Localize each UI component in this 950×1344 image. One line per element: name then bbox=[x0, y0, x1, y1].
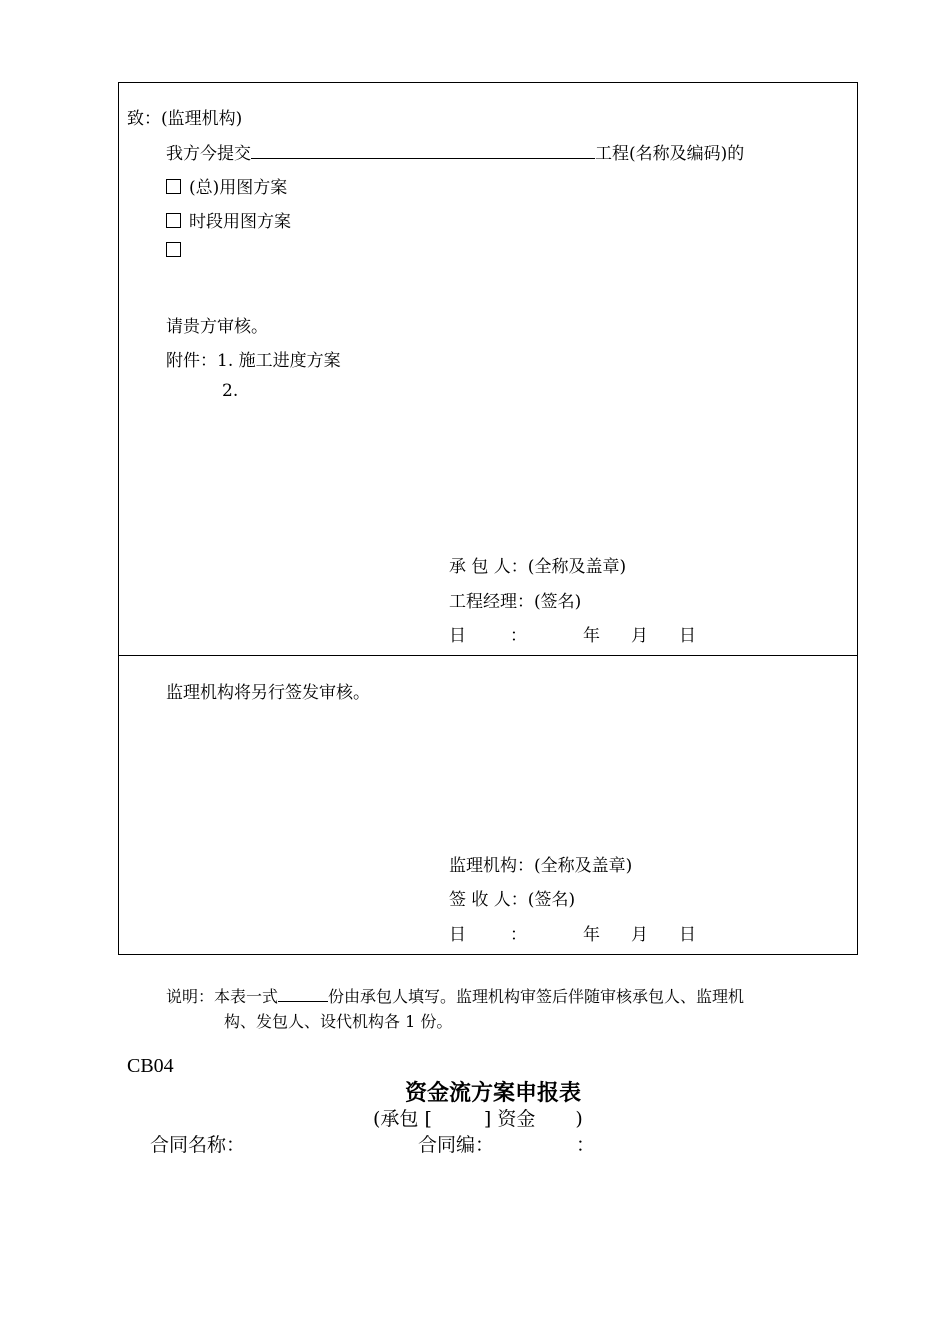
checkbox[interactable] bbox=[166, 242, 181, 257]
submit-suffix: 工程(名称及编码)的 bbox=[595, 144, 745, 164]
option-label: 时段用图方案 bbox=[189, 212, 291, 232]
contract-name-label: 合同名称： bbox=[150, 1134, 246, 1156]
receiver-sign: 签 收 人：(签名) bbox=[449, 890, 576, 910]
note-line-1: 说明：本表一式 份由承包人填写。监理机构审签后伴随审核承包人、监理机 bbox=[166, 987, 745, 1006]
checkbox[interactable] bbox=[166, 179, 181, 194]
date-line: 日 ： 年 月 日 bbox=[449, 626, 696, 646]
option-label: (总)用图方案 bbox=[189, 178, 288, 198]
attachment-item: 2. bbox=[222, 381, 239, 401]
attachment-item: 1. 施工进度方案 bbox=[217, 351, 341, 371]
manager-sign: 工程经理：(签名) bbox=[449, 592, 582, 612]
option-other[interactable] bbox=[166, 241, 189, 261]
option-period-plan[interactable] bbox=[166, 207, 291, 232]
checkbox[interactable] bbox=[166, 213, 181, 228]
form-title: 资金流方案申报表 bbox=[404, 1080, 581, 1106]
form-code: CB04 bbox=[127, 1055, 174, 1077]
contractor-sign: 承 包 人：(全称及盖章) bbox=[449, 557, 627, 577]
submit-line bbox=[166, 139, 744, 164]
option-total-plan[interactable] bbox=[166, 173, 287, 198]
attachment-line-1 bbox=[166, 346, 341, 371]
contract-no-label: 合同编： ： bbox=[418, 1134, 596, 1156]
note-line-2: 构、发包人、设代机构各 1 份。 bbox=[224, 1012, 453, 1031]
supervision-org-sign: 监理机构：(全称及盖章) bbox=[449, 856, 633, 876]
copies-blank[interactable] bbox=[278, 987, 328, 1002]
project-name-blank[interactable] bbox=[251, 142, 595, 159]
request-text: 请贵方审核。 bbox=[166, 317, 268, 337]
date-line: 日 ： 年 月 日 bbox=[449, 925, 696, 945]
attachment-label: 附件： bbox=[166, 351, 217, 371]
to-line: 致：(监理机构) bbox=[127, 109, 243, 129]
submit-prefix: 我方今提交 bbox=[166, 144, 251, 164]
form-subtitle: (承包 [ ] 资金 ) bbox=[373, 1108, 583, 1130]
supervision-text: 监理机构将另行签发审核。 bbox=[166, 683, 370, 703]
